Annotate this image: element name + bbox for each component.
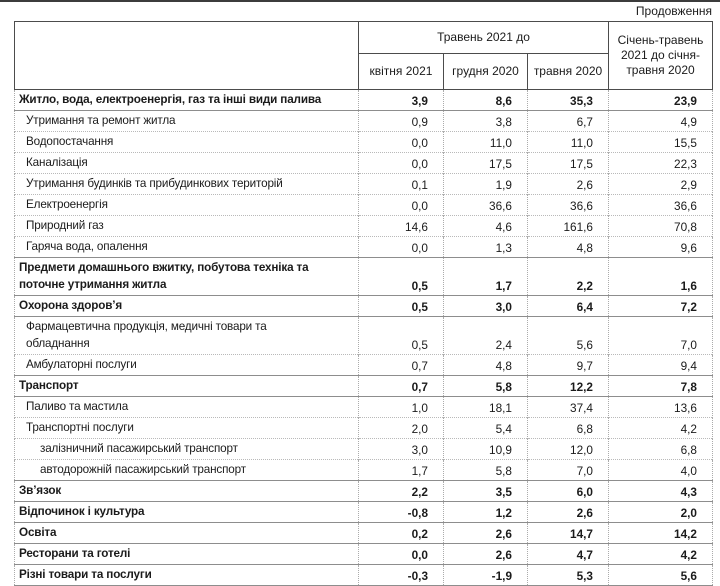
section-row	[15, 296, 713, 317]
category-label: Транспортні послуги	[26, 421, 134, 434]
category-cell	[15, 174, 359, 195]
value-cell: 4,3	[609, 481, 713, 502]
value-cell: 1,0	[359, 397, 444, 418]
value-cell: 161,6	[528, 216, 609, 237]
value-cell: 4,0	[609, 460, 713, 481]
value-cell: 7,0	[609, 317, 713, 355]
value-cell: 1,9	[444, 174, 528, 195]
value-cell: 17,5	[528, 153, 609, 174]
value-cell: 7,8	[609, 376, 713, 397]
value-cell: 36,6	[609, 195, 713, 216]
value-cell: 0,0	[359, 132, 444, 153]
value-cell: 3,5	[444, 481, 528, 502]
table-row	[15, 132, 713, 153]
category-label: Охорона здоров’я	[19, 299, 123, 312]
value-cell: 0,0	[359, 544, 444, 565]
value-cell: 0,7	[359, 376, 444, 397]
category-cell	[15, 132, 359, 153]
value-cell: 4,2	[609, 544, 713, 565]
value-cell: 5,6	[609, 565, 713, 586]
value-cell: 0,9	[359, 111, 444, 132]
table-row	[15, 237, 713, 258]
value-cell: 3,9	[359, 90, 444, 111]
value-cell: 37,4	[528, 397, 609, 418]
table-body	[15, 90, 713, 586]
period-column-header: Січень-травень 2021 до січня-травня 2020	[609, 22, 713, 90]
section-row	[15, 523, 713, 544]
category-label: Ресторани та готелі	[19, 547, 131, 560]
value-cell: 4,6	[444, 216, 528, 237]
value-cell: 0,5	[359, 258, 444, 296]
value-cell: 7,0	[528, 460, 609, 481]
value-cell: 8,6	[444, 90, 528, 111]
value-cell: 13,6	[609, 397, 713, 418]
value-cell: 36,6	[528, 195, 609, 216]
value-cell: 2,4	[444, 317, 528, 355]
value-cell: 5,4	[444, 418, 528, 439]
value-cell: 0,0	[359, 153, 444, 174]
value-cell: -1,9	[444, 565, 528, 586]
value-cell: 18,1	[444, 397, 528, 418]
category-label: Зв’язок	[19, 484, 62, 497]
value-cell: 0,5	[359, 296, 444, 317]
value-cell: 23,9	[609, 90, 713, 111]
category-label: Фармацевтична продукція, медичні товари та	[26, 320, 267, 333]
value-cell: 2,0	[609, 502, 713, 523]
category-cell	[15, 153, 359, 174]
category-label: Електроенергія	[26, 198, 108, 211]
table-row	[15, 317, 713, 355]
category-cell	[15, 111, 359, 132]
category-label: Природний газ	[26, 219, 104, 232]
table-row	[15, 216, 713, 237]
table-row	[15, 397, 713, 418]
section-row	[15, 565, 713, 586]
category-cell	[15, 296, 359, 317]
value-cell: 2,2	[359, 481, 444, 502]
value-cell: 2,6	[444, 523, 528, 544]
price-index-table	[14, 21, 713, 586]
header-group-row	[15, 22, 713, 54]
value-cell: 17,5	[444, 153, 528, 174]
value-cell: 2,6	[444, 544, 528, 565]
value-cell: 1,6	[609, 258, 713, 296]
category-cell	[15, 502, 359, 523]
category-label: Відпочинок і культура	[19, 505, 145, 518]
value-cell: 0,0	[359, 237, 444, 258]
table-header	[15, 22, 713, 90]
value-cell: 6,7	[528, 111, 609, 132]
value-cell: 15,5	[609, 132, 713, 153]
category-cell	[15, 317, 359, 355]
value-cell: 0,0	[359, 195, 444, 216]
value-cell: 1,3	[444, 237, 528, 258]
category-cell	[15, 544, 359, 565]
category-label: Освіта	[19, 526, 57, 539]
category-cell	[15, 90, 359, 111]
value-cell: 12,0	[528, 439, 609, 460]
section-row	[15, 481, 713, 502]
group-header: Травень 2021 до	[359, 22, 609, 54]
value-cell: 9,7	[528, 355, 609, 376]
category-label-line2: обладнання	[26, 337, 90, 350]
category-column-header	[15, 22, 359, 90]
value-cell: 3,8	[444, 111, 528, 132]
section-row	[15, 90, 713, 111]
value-cell: 2,6	[528, 174, 609, 195]
category-cell	[15, 376, 359, 397]
category-label: Каналізація	[26, 156, 88, 169]
col-header-april-2021: квітня 2021	[359, 54, 444, 90]
value-cell: 10,9	[444, 439, 528, 460]
value-cell: 5,6	[528, 317, 609, 355]
value-cell: 0,1	[359, 174, 444, 195]
value-cell: 14,6	[359, 216, 444, 237]
value-cell: 70,8	[609, 216, 713, 237]
category-label-line2: поточне утримання житла	[19, 278, 167, 291]
value-cell: 11,0	[444, 132, 528, 153]
value-cell: 14,2	[609, 523, 713, 544]
value-cell: 7,2	[609, 296, 713, 317]
value-cell: -0,8	[359, 502, 444, 523]
category-label: Утримання будинків та прибудинкових територій	[26, 177, 283, 190]
value-cell: 4,8	[444, 355, 528, 376]
table-row	[15, 355, 713, 376]
value-cell: 11,0	[528, 132, 609, 153]
top-divider	[0, 0, 720, 2]
category-cell	[15, 195, 359, 216]
category-label: Амбулаторні послуги	[26, 358, 137, 371]
section-row	[15, 502, 713, 523]
category-cell	[15, 397, 359, 418]
category-label: Різні товари та послуги	[19, 568, 152, 581]
value-cell: 22,3	[609, 153, 713, 174]
value-cell: 2,2	[528, 258, 609, 296]
value-cell: 1,7	[359, 460, 444, 481]
section-row	[15, 376, 713, 397]
value-cell: 4,2	[609, 418, 713, 439]
value-cell: 2,9	[609, 174, 713, 195]
category-cell	[15, 565, 359, 586]
category-cell	[15, 523, 359, 544]
value-cell: 3,0	[359, 439, 444, 460]
value-cell: 0,7	[359, 355, 444, 376]
category-cell	[15, 237, 359, 258]
value-cell: 6,8	[528, 418, 609, 439]
category-cell	[15, 418, 359, 439]
value-cell: 9,4	[609, 355, 713, 376]
category-label: Транспорт	[19, 379, 79, 392]
category-cell	[15, 258, 359, 296]
value-cell: 6,4	[528, 296, 609, 317]
table-row	[15, 439, 713, 460]
table-row	[15, 195, 713, 216]
table-row	[15, 111, 713, 132]
category-label: Гаряча вода, опалення	[26, 240, 148, 253]
value-cell: 2,0	[359, 418, 444, 439]
category-label: Водопостачання	[26, 135, 114, 148]
category-label: Житло, вода, електроенергія, газ та інші види палива	[19, 93, 322, 106]
section-row	[15, 544, 713, 565]
value-cell: 9,6	[609, 237, 713, 258]
value-cell: 35,3	[528, 90, 609, 111]
category-cell	[15, 216, 359, 237]
table-row	[15, 460, 713, 481]
value-cell: 4,9	[609, 111, 713, 132]
value-cell: 5,3	[528, 565, 609, 586]
category-label: Предмети домашнього вжитку, побутова техніка та	[19, 261, 309, 274]
value-cell: 1,2	[444, 502, 528, 523]
section-row	[15, 258, 713, 296]
value-cell: -0,3	[359, 565, 444, 586]
category-cell	[15, 481, 359, 502]
value-cell: 6,8	[609, 439, 713, 460]
category-cell	[15, 439, 359, 460]
value-cell: 0,5	[359, 317, 444, 355]
category-cell	[15, 355, 359, 376]
value-cell: 1,7	[444, 258, 528, 296]
col-header-december-2020: грудня 2020	[444, 54, 528, 90]
value-cell: 36,6	[444, 195, 528, 216]
col-header-may-2020: травня 2020	[528, 54, 609, 90]
table-row	[15, 174, 713, 195]
value-cell: 5,8	[444, 460, 528, 481]
value-cell: 0,2	[359, 523, 444, 544]
value-cell: 4,8	[528, 237, 609, 258]
value-cell: 6,0	[528, 481, 609, 502]
table-row	[15, 418, 713, 439]
category-label: залізничний пасажирський транспорт	[40, 442, 238, 455]
category-label: Утримання та ремонт житла	[26, 114, 176, 127]
table-row	[15, 153, 713, 174]
value-cell: 5,8	[444, 376, 528, 397]
continuation-label: Продовження	[635, 4, 712, 18]
value-cell: 12,2	[528, 376, 609, 397]
category-label: автодорожній пасажирський транспорт	[40, 463, 246, 476]
category-cell	[15, 460, 359, 481]
value-cell: 2,6	[528, 502, 609, 523]
category-label: Паливо та мастила	[26, 400, 129, 413]
value-cell: 14,7	[528, 523, 609, 544]
value-cell: 4,7	[528, 544, 609, 565]
value-cell: 3,0	[444, 296, 528, 317]
